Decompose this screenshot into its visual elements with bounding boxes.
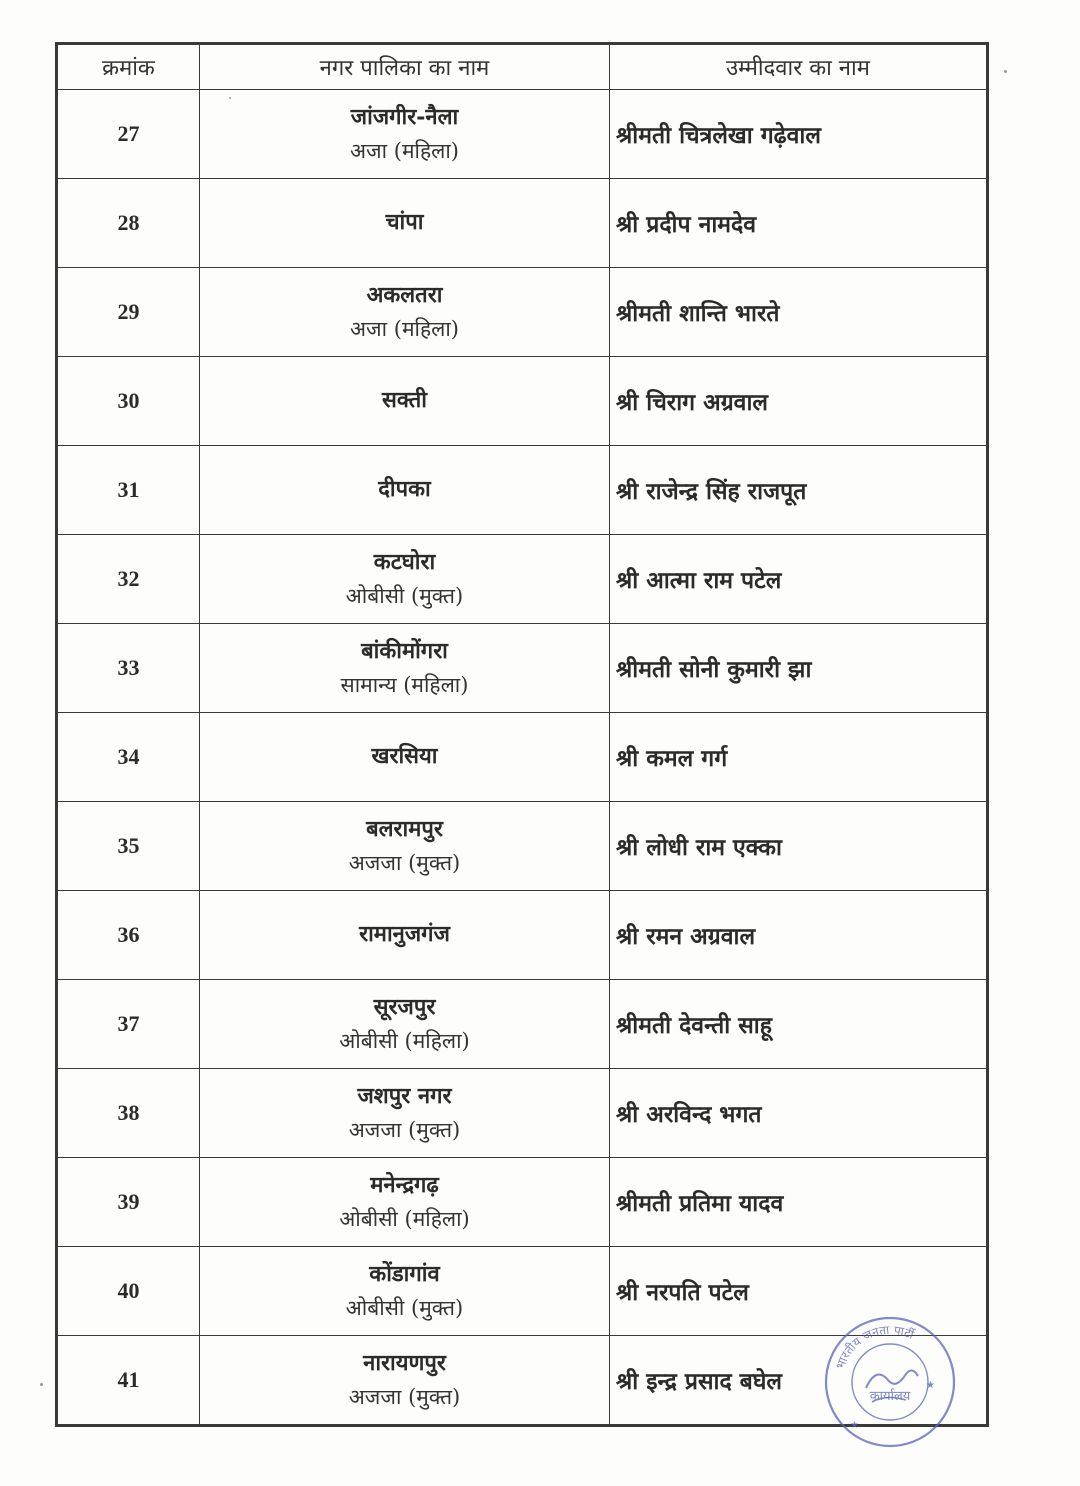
table-row xyxy=(58,713,987,802)
table-row xyxy=(58,268,987,357)
municipality-cell xyxy=(200,713,610,802)
serial-number: 31 xyxy=(58,446,200,535)
serial-number: 30 xyxy=(58,357,200,446)
serial-number: 36 xyxy=(58,891,200,980)
candidate-name: श्रीमती देवन्ती साहू xyxy=(610,980,987,1069)
municipality-cell xyxy=(200,446,610,535)
candidate-name: श्रीमती प्रतिमा यादव xyxy=(610,1158,987,1247)
candidate-name: श्री आत्मा राम पटेल xyxy=(610,535,987,624)
municipality-cell xyxy=(200,1158,610,1247)
candidate-name: श्री राजेन्द्र सिंह राजपूत xyxy=(610,446,987,535)
municipality-name: जांजगीर-नैला xyxy=(350,103,459,130)
candidate-name: श्री प्रदीप नामदेव xyxy=(610,179,987,268)
serial-number: 35 xyxy=(58,802,200,891)
candidate-name: श्री लोधी राम एक्का xyxy=(610,802,987,891)
header-municipality-name: नगर पालिका का नाम xyxy=(200,45,610,90)
candidate-name: श्री कमल गर्ग xyxy=(610,713,987,802)
candidate-name: श्री चिराग अग्रवाल xyxy=(610,357,987,446)
candidate-name: श्री रमन अग्रवाल xyxy=(610,891,987,980)
table-row xyxy=(58,446,987,535)
table-row xyxy=(58,179,987,268)
candidate-name: श्रीमती शान्ति भारते xyxy=(610,268,987,357)
candidate-list-table-frame xyxy=(55,42,989,1427)
reservation-category: अजा (महिला) xyxy=(350,316,459,341)
candidate-name: श्री इन्द्र प्रसाद बघेल xyxy=(610,1336,987,1425)
candidate-name: श्री अरविन्द भगत xyxy=(610,1069,987,1158)
municipality-name: दीपका xyxy=(378,476,431,503)
municipality-cell xyxy=(200,802,610,891)
municipality-name: कोंडागांव xyxy=(369,1260,440,1287)
serial-number: 37 xyxy=(58,980,200,1069)
table-row xyxy=(58,802,987,891)
municipality-name: सक्ती xyxy=(382,387,427,414)
reservation-category: ओबीसी (महिला) xyxy=(339,1028,470,1053)
serial-number: 39 xyxy=(58,1158,200,1247)
scan-speck xyxy=(40,1383,43,1386)
serial-number: 34 xyxy=(58,713,200,802)
serial-number: 38 xyxy=(58,1069,200,1158)
serial-number: 40 xyxy=(58,1247,200,1336)
table-row xyxy=(58,1069,987,1158)
reservation-category: ओबीसी (मुक्त) xyxy=(345,1295,464,1320)
municipality-name: रामानुजगंज xyxy=(359,921,450,948)
seal-center-text: कार्यालय xyxy=(869,1389,911,1404)
serial-number: 32 xyxy=(58,535,200,624)
candidate-name: श्रीमती चित्रलेखा गढ़ेवाल xyxy=(610,90,987,179)
municipality-name: बलरामपुर xyxy=(366,815,443,842)
municipality-name: मनेन्द्रगढ़ xyxy=(370,1171,439,1198)
table-row xyxy=(58,624,987,713)
reservation-category: अजजा (मुक्त) xyxy=(348,1384,461,1409)
office-seal-stamp xyxy=(820,1310,960,1450)
serial-number: 28 xyxy=(58,179,200,268)
reservation-category: सामान्य (महिला) xyxy=(340,672,469,697)
municipality-cell xyxy=(200,1069,610,1158)
municipality-name: जशपुर नगर xyxy=(357,1082,452,1109)
municipality-name: खरसिया xyxy=(371,743,438,770)
reservation-category: ओबीसी (मुक्त) xyxy=(345,583,464,608)
table-row xyxy=(58,357,987,446)
candidate-name: श्री नरपति पटेल xyxy=(610,1247,987,1336)
reservation-category: अजजा (मुक्त) xyxy=(348,850,461,875)
scan-speck xyxy=(1004,70,1007,73)
reservation-category: ओबीसी (महिला) xyxy=(339,1206,470,1231)
candidate-list-table xyxy=(57,44,987,1425)
municipality-name: सूरजपुर xyxy=(373,993,436,1020)
table-row xyxy=(58,1158,987,1247)
municipality-name: बांकीमोंगरा xyxy=(361,637,448,664)
table-row xyxy=(58,535,987,624)
municipality-cell xyxy=(200,624,610,713)
candidate-name: श्रीमती सोनी कुमारी झा xyxy=(610,624,987,713)
municipality-cell xyxy=(200,1247,610,1336)
header-serial: क्रमांक xyxy=(58,45,200,90)
scan-speck xyxy=(229,97,231,99)
municipality-cell xyxy=(200,179,610,268)
municipality-cell xyxy=(200,90,610,179)
municipality-cell xyxy=(200,268,610,357)
table-row xyxy=(58,891,987,980)
municipality-cell xyxy=(200,1336,610,1425)
table-row xyxy=(58,90,987,179)
reservation-category: अजजा (मुक्त) xyxy=(348,1117,461,1142)
municipality-cell xyxy=(200,980,610,1069)
seal-arc-text: भारतीय जनता पार्टी xyxy=(832,1322,916,1372)
serial-number: 41 xyxy=(58,1336,200,1425)
municipality-name: कटघोरा xyxy=(373,548,436,575)
table-row xyxy=(58,980,987,1069)
serial-number: 33 xyxy=(58,624,200,713)
municipality-cell xyxy=(200,535,610,624)
reservation-category: अजा (महिला) xyxy=(350,138,459,163)
municipality-name: अकलतरा xyxy=(366,281,443,308)
serial-number: 27 xyxy=(58,90,200,179)
seal-star-icon: ★ xyxy=(850,1420,859,1431)
table-header-row xyxy=(58,45,987,90)
municipality-name: नारायणपुर xyxy=(363,1349,446,1376)
serial-number: 29 xyxy=(58,268,200,357)
seal-star-icon: ★ xyxy=(926,1380,935,1391)
municipality-name: चांपा xyxy=(385,209,424,236)
municipality-cell xyxy=(200,357,610,446)
municipality-cell xyxy=(200,891,610,980)
header-candidate-name: उम्मीदवार का नाम xyxy=(610,45,987,90)
